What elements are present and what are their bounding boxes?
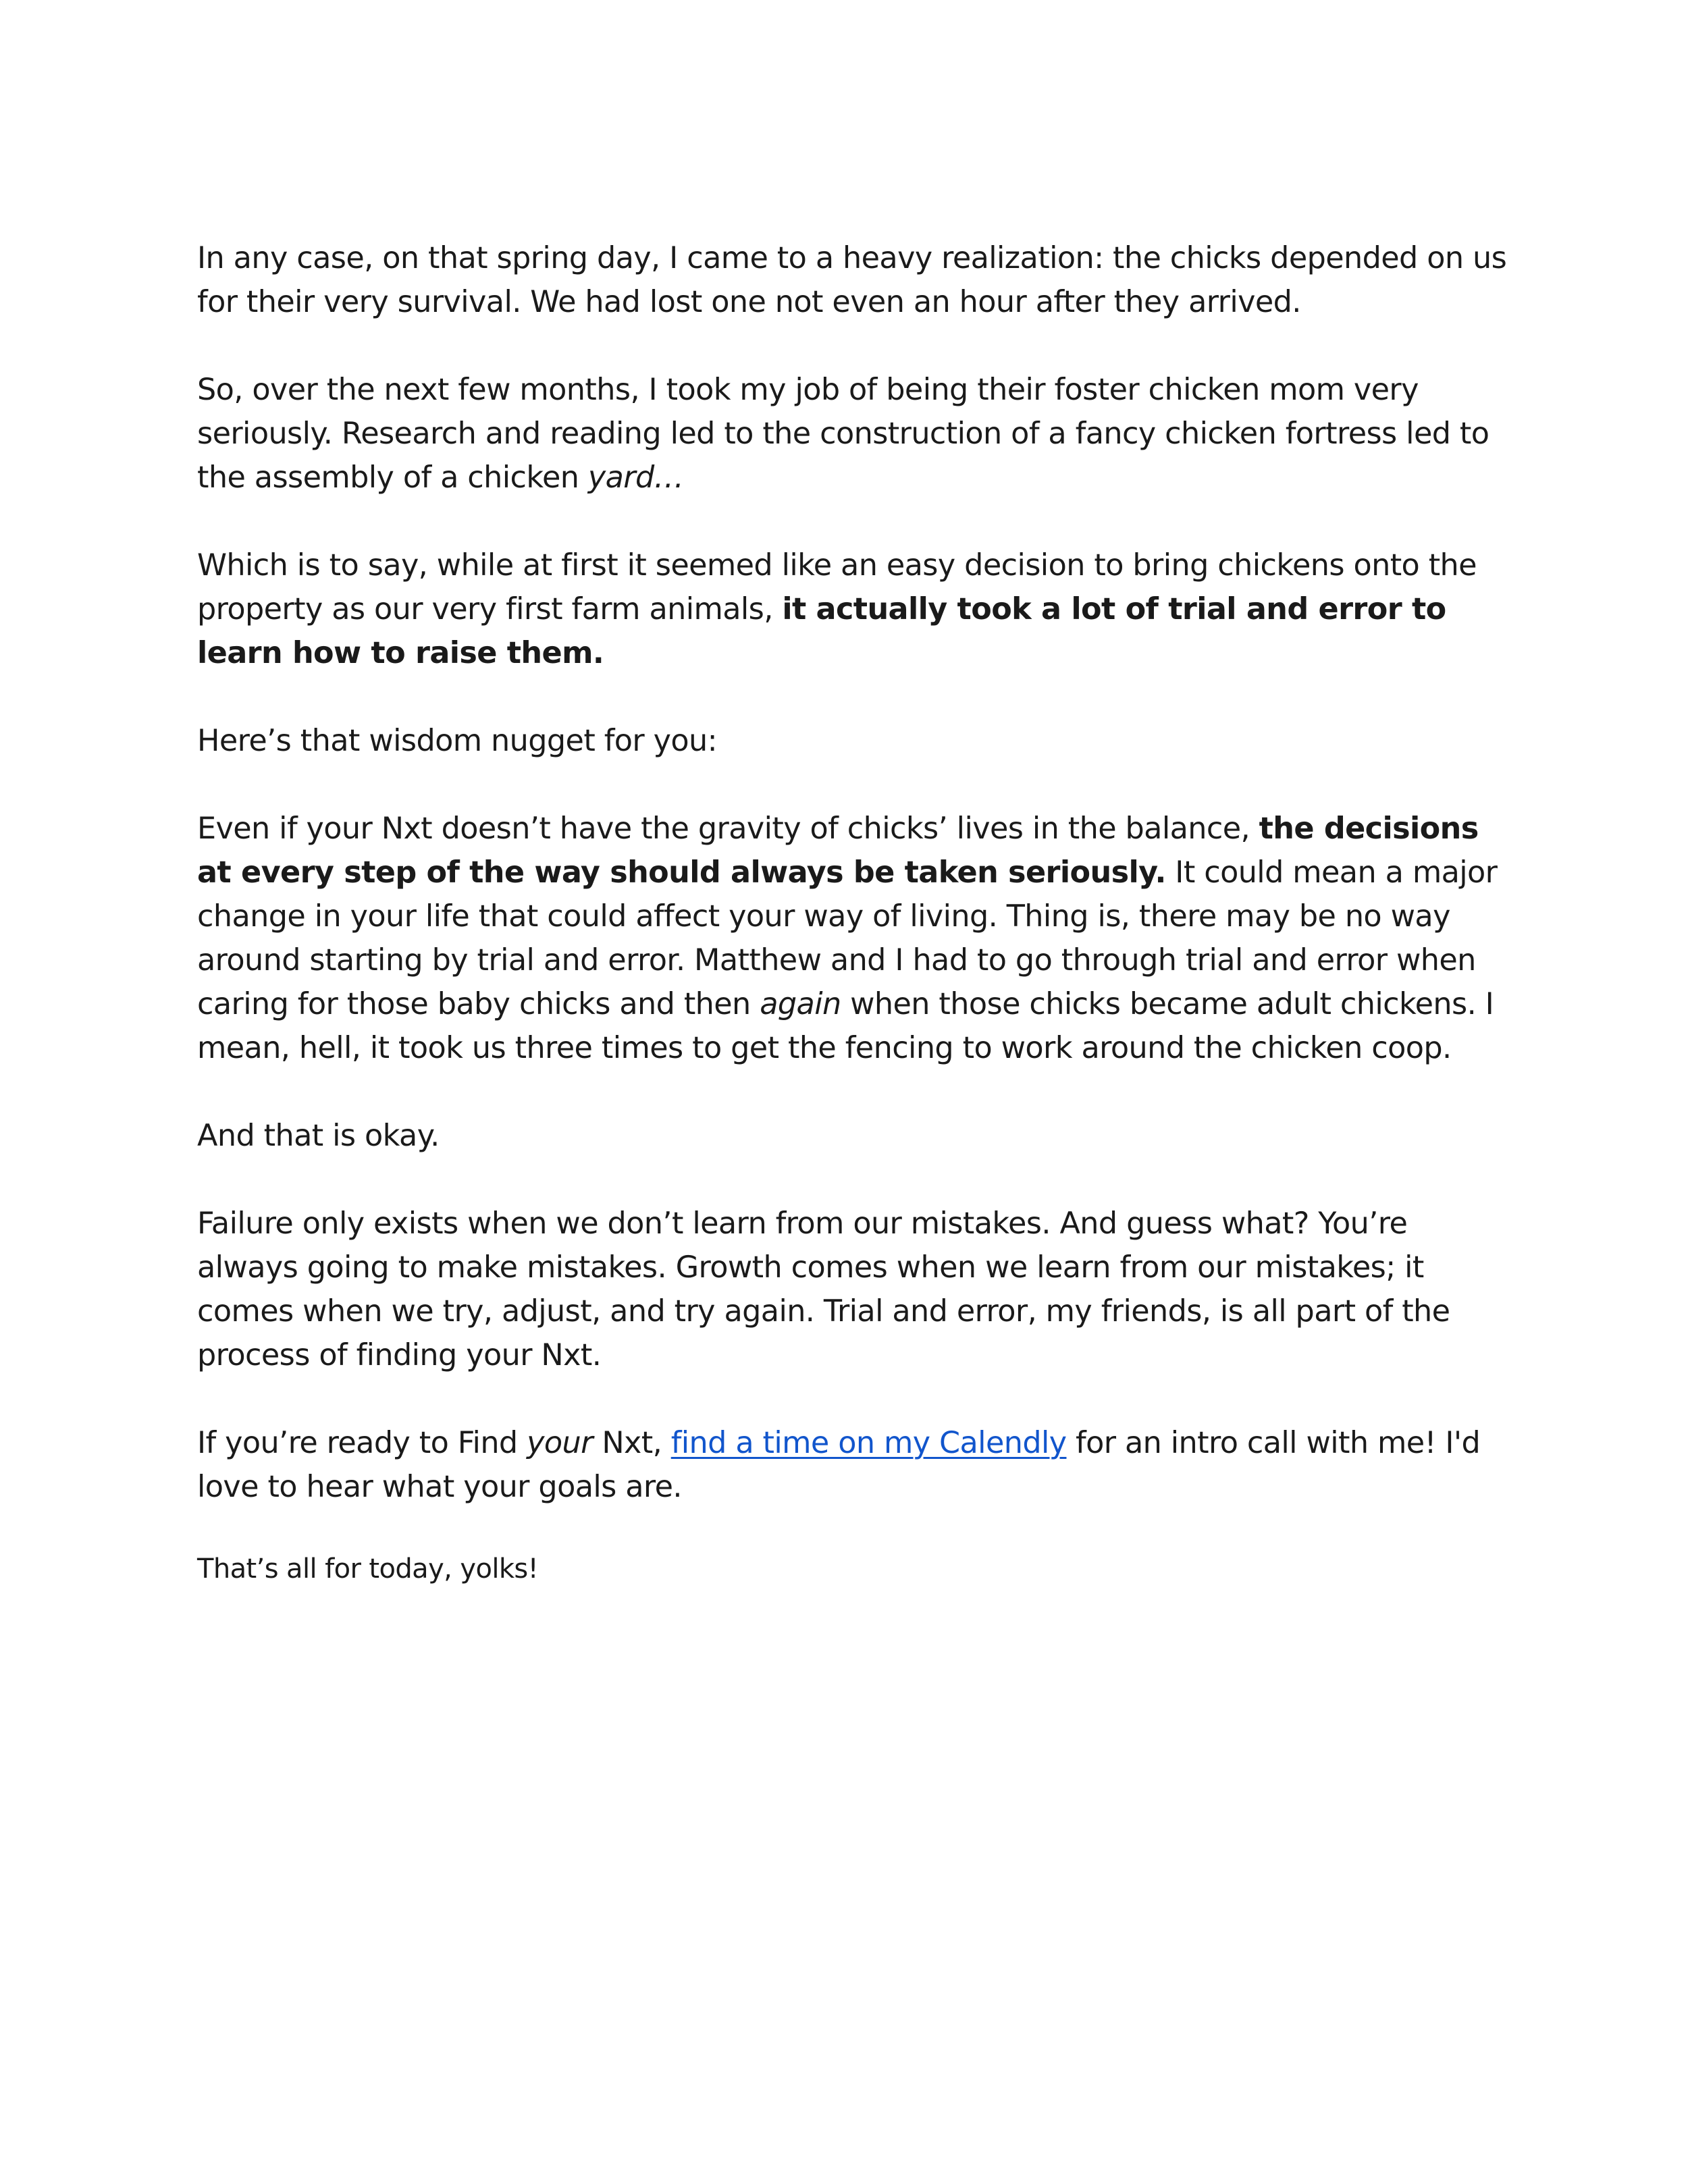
paragraph-text: In any case, on that spring day, I came to a heavy realization: the chicks depended on us for their very survival. We had lost one not even an hour after they arrived. bbox=[197, 241, 1507, 319]
italic-text: your bbox=[527, 1426, 593, 1460]
calendly-link[interactable]: find a time on my Calendly bbox=[670, 1426, 1067, 1460]
paragraph-foster-mom bbox=[197, 368, 1507, 500]
paragraph-text: So, over the next few months, I took my job of being their foster chicken mom very seriously. Research and reading led to the construction of a fancy chicken fortress led to the assembly of a chicken bbox=[197, 373, 1489, 495]
document-body bbox=[197, 236, 1507, 1633]
paragraph-text: Failure only exists when we don’t learn from our mistakes. And guess what? You’re always going to make mistakes. Growth comes when we learn from our mistakes; it comes when we try, adjust, and try again. Trial and error, my friends, is all part of the process of finding your Nxt. bbox=[197, 1206, 1450, 1373]
paragraph-failure bbox=[197, 1202, 1507, 1377]
paragraph-decisions bbox=[197, 807, 1507, 1070]
paragraph-wisdom-nugget bbox=[197, 719, 1507, 763]
paragraph-text: And that is okay. bbox=[197, 1119, 440, 1153]
bold-text: it actually took a lot of trial and error to learn how to raise them. bbox=[197, 592, 1446, 670]
paragraph-text: Which is to say, while at first it seemed like an easy decision to bring chickens onto the property as our very first farm animals, bbox=[197, 548, 1477, 627]
paragraph-text: If you’re ready to Find bbox=[197, 1426, 527, 1460]
paragraph-text: It could mean a major change in your life that could affect your way of living. Thing is, there may be no way around starting by trial and error. Matthew and I had to go through trial and error when caring for those baby chicks and then bbox=[197, 855, 1498, 1021]
paragraph-okay bbox=[197, 1114, 1507, 1158]
italic-text: yard… bbox=[587, 460, 684, 495]
paragraph-text: for an intro call with me! I'd love to hear what your goals are. bbox=[197, 1426, 1481, 1504]
italic-text: again bbox=[760, 987, 841, 1021]
paragraph-text: Even if your Nxt doesn’t have the gravity of chicks’ lives in the balance, bbox=[197, 811, 1259, 846]
bold-text: the decisions at every step of the way should always be taken seriously. bbox=[197, 811, 1479, 890]
paragraph-signoff bbox=[197, 1549, 1507, 1589]
paragraph-text: That’s all for today, yolks! bbox=[197, 1553, 539, 1584]
paragraph-text: Nxt, bbox=[592, 1426, 671, 1460]
paragraph-trial-and-error bbox=[197, 543, 1507, 675]
paragraph-realization bbox=[197, 236, 1507, 324]
paragraph-text: when those chicks became adult chickens. I mean, hell, it took us three times to get the fencing to work around the chicken coop. bbox=[197, 987, 1494, 1065]
paragraph-call-to-action bbox=[197, 1421, 1507, 1509]
paragraph-text: Here’s that wisdom nugget for you: bbox=[197, 724, 717, 758]
